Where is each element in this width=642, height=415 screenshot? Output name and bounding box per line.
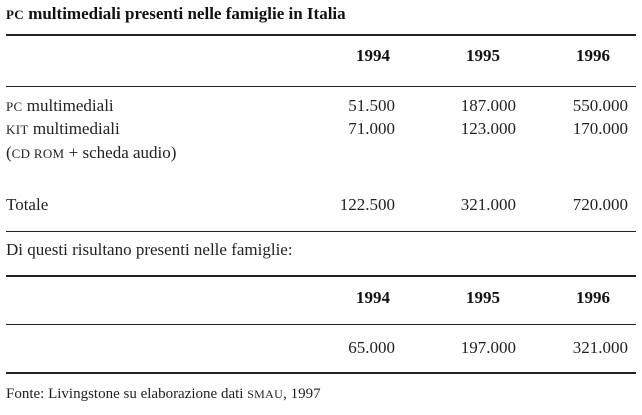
t1-row-kit-1994: 71.000	[348, 119, 395, 138]
t1-row-pc-1995: 187.000	[460, 96, 516, 115]
t1-row-kit-1996: 170.000	[572, 119, 628, 138]
source-note: Fonte: Livingstone su elaborazione dati SMAU, 1997	[6, 386, 321, 402]
t1-header-1995: 1995	[466, 46, 500, 65]
t1-total-label: Totale	[6, 195, 49, 214]
t2-value-1994: 65.000	[348, 338, 395, 357]
t1-row-pc-1994: 51.500	[348, 96, 395, 115]
top-rule	[6, 34, 636, 36]
t1-total-1996: 720.000	[572, 195, 628, 214]
intermediate-note: Di questi risultano presenti nelle famiglie:	[6, 240, 293, 259]
t1-total-1994: 122.500	[339, 195, 395, 214]
t1-row-kit-1995: 123.000	[460, 119, 516, 138]
t1-header-rule	[6, 86, 636, 87]
t1-row-pc-label: PC multimediali	[6, 96, 114, 115]
title-text: multimediali presenti nelle famiglie in Italia	[23, 4, 346, 23]
t2-bottom-rule	[6, 372, 636, 374]
t1-total-1995: 321.000	[460, 195, 516, 214]
t1-header-1994: 1994	[356, 46, 390, 65]
t2-header-rule	[6, 324, 636, 325]
t1-row-kit-label: KIT multimediali	[6, 119, 120, 138]
t2-header-1995: 1995	[466, 288, 500, 307]
table-title	[6, 4, 346, 24]
t2-top-rule	[6, 275, 636, 277]
t2-header-1996: 1996	[576, 288, 610, 307]
t1-row-kit-sublabel: (CD ROM + scheda audio)	[6, 143, 177, 162]
t1-header-1996: 1996	[576, 46, 610, 65]
title-pc: PC	[6, 7, 24, 22]
t2-header-1994: 1994	[356, 288, 390, 307]
t1-bottom-rule	[6, 231, 636, 232]
t2-value-1995: 197.000	[460, 338, 516, 357]
t2-value-1996: 321.000	[572, 338, 628, 357]
t1-row-pc-1996: 550.000	[572, 96, 628, 115]
